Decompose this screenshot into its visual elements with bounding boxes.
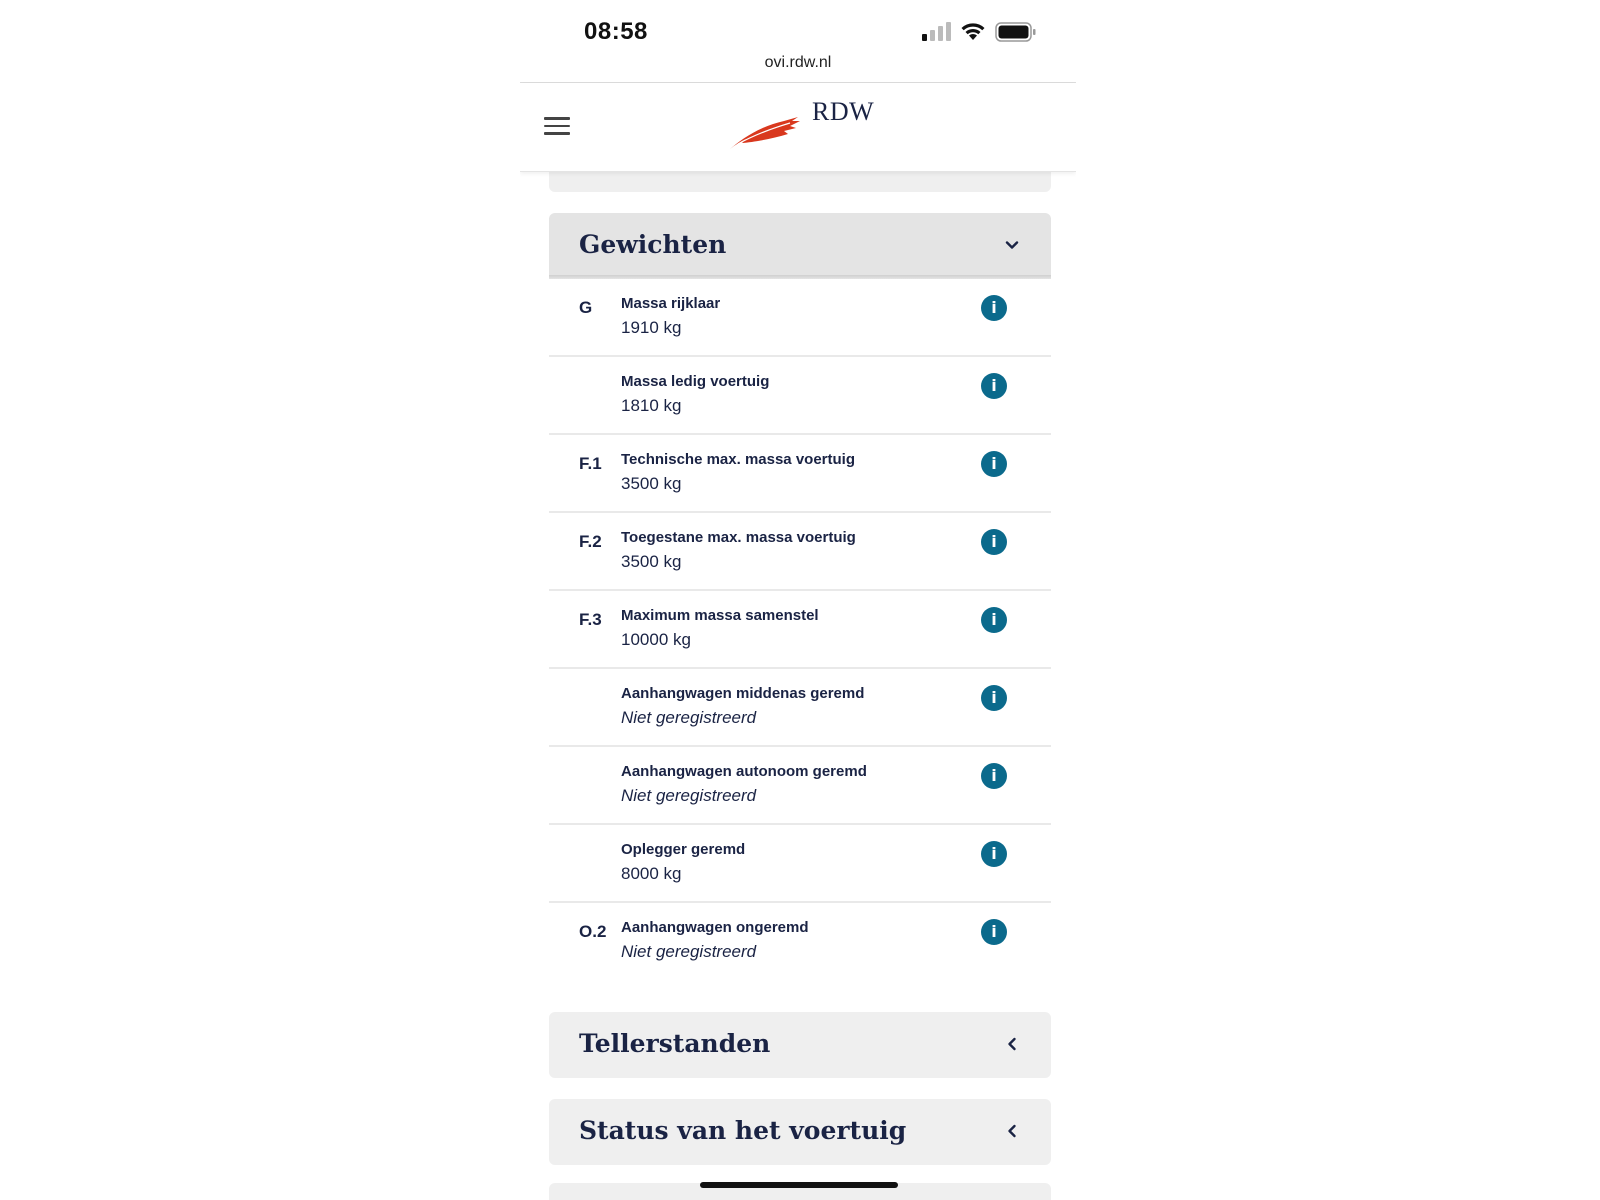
rdw-logo[interactable] <box>728 97 888 157</box>
row-code: G <box>579 298 593 317</box>
list-item <box>549 513 1051 591</box>
row-label: Massa rijklaar <box>621 295 721 312</box>
row-code: F.1 <box>579 454 602 473</box>
section-title: Tellerstanden <box>579 1029 771 1058</box>
info-icon[interactable]: i <box>981 685 1007 711</box>
list-item <box>549 435 1051 513</box>
section-title: Gewichten <box>579 230 727 259</box>
list-item <box>549 591 1051 669</box>
battery-icon <box>995 22 1037 42</box>
row-value: 10000 kg <box>621 630 691 649</box>
hamburger-icon[interactable] <box>544 117 570 137</box>
chevron-down-icon <box>1005 238 1019 252</box>
row-code: O.2 <box>579 922 607 941</box>
section-header-status[interactable] <box>549 1099 1051 1165</box>
row-label: Aanhangwagen ongeremd <box>621 919 809 936</box>
row-label: Technische max. massa voertuig <box>621 451 855 468</box>
row-label: Aanhangwagen autonoom geremd <box>621 763 867 780</box>
list-item <box>549 669 1051 747</box>
info-icon[interactable]: i <box>981 529 1007 555</box>
site-header <box>520 83 1076 172</box>
list-item <box>549 903 1051 981</box>
list-item <box>549 825 1051 903</box>
row-code: F.2 <box>579 532 602 551</box>
row-label: Massa ledig voertuig <box>621 373 770 390</box>
rdw-feather-logo-icon <box>728 109 804 151</box>
row-value: 8000 kg <box>621 864 682 883</box>
row-value: Niet geregistreerd <box>621 942 757 961</box>
section-header-tellerstanden[interactable] <box>549 1012 1051 1078</box>
section-title: Status van het voertuig <box>579 1116 907 1145</box>
row-value: 1910 kg <box>621 318 682 337</box>
chevron-left-icon <box>1005 1124 1019 1138</box>
list-item <box>549 279 1051 357</box>
row-value: Niet geregistreerd <box>621 786 757 805</box>
list-item <box>549 747 1051 825</box>
cellular-signal-icon <box>922 22 952 42</box>
status-time: 08:58 <box>584 18 648 45</box>
row-label: Aanhangwagen middenas geremd <box>621 685 865 702</box>
phone-screen <box>520 0 1076 1200</box>
chevron-left-icon <box>1005 1037 1019 1051</box>
row-label: Toegestane max. massa voertuig <box>621 529 856 546</box>
info-icon[interactable]: i <box>981 841 1007 867</box>
row-code: F.3 <box>579 610 602 629</box>
row-value: 3500 kg <box>621 474 682 493</box>
info-icon[interactable]: i <box>981 763 1007 789</box>
info-icon[interactable]: i <box>981 373 1007 399</box>
info-icon[interactable]: i <box>981 607 1007 633</box>
info-icon[interactable]: i <box>981 451 1007 477</box>
info-icon[interactable]: i <box>981 919 1007 945</box>
row-label: Maximum massa samenstel <box>621 607 819 624</box>
list-item <box>549 357 1051 435</box>
row-value: 3500 kg <box>621 552 682 571</box>
weights-list <box>549 279 1051 981</box>
info-icon[interactable]: i <box>981 295 1007 321</box>
section-header-gewichten[interactable] <box>549 213 1051 279</box>
row-label: Oplegger geremd <box>621 841 746 858</box>
row-value: Niet geregistreerd <box>621 708 757 727</box>
logo-text: RDW <box>812 97 875 126</box>
previous-section-edge <box>549 170 1051 192</box>
row-value: 1810 kg <box>621 396 682 415</box>
home-indicator[interactable] <box>700 1182 898 1188</box>
address-bar-url[interactable]: ovi.rdw.nl <box>764 54 832 71</box>
wifi-icon <box>960 21 986 41</box>
